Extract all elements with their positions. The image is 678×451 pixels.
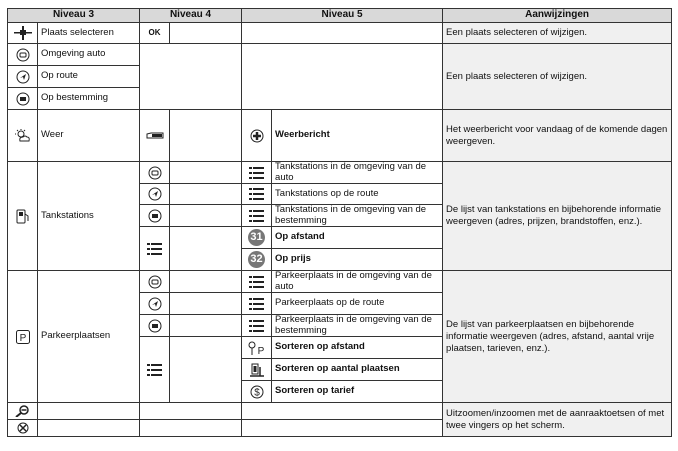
list-icon: [242, 293, 272, 315]
tankstations-item[interactable]: Tankstations: [38, 162, 140, 271]
parking-route-item[interactable]: Parkeerplaats op de route: [272, 293, 443, 315]
route-icon[interactable]: [140, 184, 170, 205]
list-icon[interactable]: [140, 227, 170, 271]
plaats-selecteren-item[interactable]: Plaats selecteren: [38, 23, 140, 44]
car-icon[interactable]: [140, 271, 170, 293]
tank-note: De lijst van tankstations en bijbehorende informatie weergeven (adres, prijzen, brandstoffen, enz.).: [443, 162, 672, 271]
list-icon: [242, 315, 272, 337]
header-niveau-3: Niveau 3: [8, 9, 140, 23]
zoom-gesture-icon[interactable]: [8, 420, 38, 437]
parking-bestemming-item[interactable]: Parkeerplaats in de omgeving van de bestemming: [272, 315, 443, 337]
zoom-out-icon[interactable]: [8, 403, 38, 420]
car-icon[interactable]: [140, 162, 170, 184]
pin-icon: [8, 23, 38, 44]
sorteren-tarief-item[interactable]: Sorteren op tarief: [272, 381, 443, 403]
parking-icon: [8, 271, 38, 403]
parking-spaces-icon: [242, 359, 272, 381]
dollar-icon: [242, 381, 272, 403]
parkeerplaatsen-item[interactable]: Parkeerplaatsen: [38, 271, 140, 403]
badge-31-icon: 31: [242, 227, 272, 249]
plus-circle-icon: [242, 110, 272, 162]
car-icon: [8, 44, 38, 66]
omgeving-auto-item[interactable]: Omgeving auto: [38, 44, 140, 66]
list-icon: [242, 162, 272, 184]
sorteren-afstand-item[interactable]: Sorteren op afstand: [272, 337, 443, 359]
tank-omgeving-item[interactable]: Tankstations in de omgeving van de auto: [272, 162, 443, 184]
list-icon[interactable]: [140, 337, 170, 403]
sorteren-plaatsen-item[interactable]: Sorteren op aantal plaatsen: [272, 359, 443, 381]
op-route-item[interactable]: Op route: [38, 66, 140, 88]
weerbericht-item[interactable]: Weerbericht: [272, 110, 443, 162]
tank-bestemming-item[interactable]: Tankstations in de omgeving van de bestemming: [272, 205, 443, 227]
badge-32-icon: 32: [242, 249, 272, 271]
destination-icon: [8, 88, 38, 110]
destination-icon[interactable]: [140, 205, 170, 227]
parking-omgeving-item[interactable]: Parkeerplaats in de omgeving van de auto: [272, 271, 443, 293]
op-prijs-item[interactable]: Op prijs: [272, 249, 443, 271]
parking-note: De lijst van parkeerplaatsen en bijbehorende informatie weergeven (adres, afstand, aantal vrije plaatsen, tarieven, enz.).: [443, 271, 672, 403]
destination-icon[interactable]: [140, 315, 170, 337]
op-afstand-item[interactable]: Op afstand: [272, 227, 443, 249]
svg-text:P: P: [19, 332, 26, 344]
ok-button[interactable]: OK: [140, 23, 170, 44]
list-icon: [242, 184, 272, 205]
op-bestemming-item[interactable]: Op bestemming: [38, 88, 140, 110]
tank-route-item[interactable]: Tankstations op de route: [272, 184, 443, 205]
list-icon: [242, 205, 272, 227]
weather-icon: [8, 110, 38, 162]
plaats-note: Een plaats selecteren of wijzigen.: [443, 23, 672, 44]
svg-text:$: $: [253, 387, 260, 398]
header-aanwijzingen: Aanwijzingen: [443, 9, 672, 23]
route-icon: [8, 66, 38, 88]
weather-sub-icon[interactable]: [140, 110, 170, 162]
header-niveau-4: Niveau 4: [140, 9, 242, 23]
distance-icon: [242, 337, 272, 359]
route-icon[interactable]: [140, 293, 170, 315]
zoom-note: Uitzoomen/inzoomen met de aanraaktoetsen of met twee vingers op het scherm.: [443, 403, 672, 437]
weer-note: Het weerbericht voor vandaag of de komende dagen weergeven.: [443, 110, 672, 162]
menu-table: [7, 8, 672, 437]
list-icon: [242, 271, 272, 293]
route-note: Een plaats selecteren of wijzigen.: [443, 44, 672, 110]
header-niveau-5: Niveau 5: [242, 9, 443, 23]
svg-text:P: P: [257, 345, 264, 355]
weer-item[interactable]: Weer: [38, 110, 140, 162]
fuel-icon: [8, 162, 38, 271]
